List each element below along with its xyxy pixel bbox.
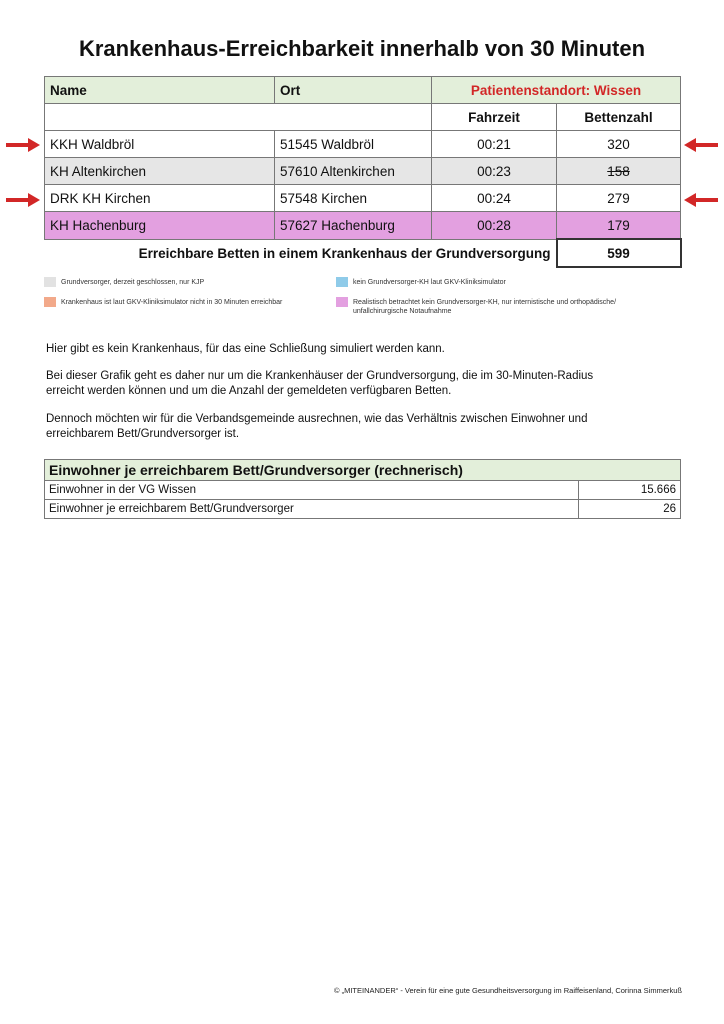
hospital-fahrzeit: 00:23	[432, 158, 557, 185]
hospital-name: KKH Waldbröl	[45, 131, 275, 158]
calc-label: Einwohner je erreichbarem Bett/Grundversorger	[45, 500, 579, 519]
arrow-right-icon	[6, 138, 40, 152]
legend-grey-text: Grundversorger, derzeit geschlossen, nur KJP	[61, 279, 205, 286]
page-title: Krankenhaus-Erreichbarkeit innerhalb von 30 Minuten	[78, 36, 646, 61]
table-row	[45, 158, 681, 185]
hospital-betten: 320	[557, 131, 681, 158]
hospital-name: KH Hachenburg	[45, 212, 275, 240]
paragraph	[46, 369, 686, 399]
hospital-fahrzeit: 00:24	[432, 185, 557, 212]
betten-struck-value: 158	[607, 163, 630, 179]
hospital-ort: 57548 Kirchen	[275, 185, 432, 212]
table-row	[45, 500, 681, 519]
table-subheader-row	[45, 104, 681, 131]
calc-label: Einwohner in der VG Wissen	[45, 481, 579, 500]
col-betten-header: Bettenzahl	[557, 104, 681, 131]
hospital-fahrzeit: 00:21	[432, 131, 557, 158]
paragraph: Hier gibt es kein Krankenhaus, für das eine Schließung simuliert werden kann.	[46, 343, 445, 355]
table-row	[45, 185, 681, 212]
sum-label: Erreichbare Betten in einem Krankenhaus der Grundversorgung	[138, 245, 551, 261]
legend-pink-line: Realistisch betrachtet kein Grundversorger-KH, nur internistische und orthopädische/	[353, 299, 617, 306]
calc-value: 26	[579, 500, 681, 519]
arrow-left-icon	[684, 138, 718, 152]
paragraph-line: Bei dieser Grafik geht es daher nur um die Krankenhäuser der Grundversorgung, die im 30-Minuten-Radius	[46, 370, 594, 382]
hospital-name: KH Altenkirchen	[45, 158, 275, 185]
hospital-table	[44, 76, 682, 268]
legend-pink-text	[353, 298, 616, 316]
col-fahrzeit-header: Fahrzeit	[432, 104, 557, 131]
legend-swatch-blue	[336, 277, 348, 287]
sum-value: 599	[557, 239, 681, 267]
hospital-betten: 279	[557, 185, 681, 212]
legend-swatch-grey	[44, 277, 56, 287]
calc-value: 15.666	[579, 481, 681, 500]
footer-copyright: © „MITEINANDER“ - Verein für eine gute Gesundheitsversorgung im Raiffeisenland, Corinna Simmerkuß	[333, 986, 682, 995]
table-row	[45, 481, 681, 500]
subheader-blank	[45, 104, 432, 131]
legend-blue-text: kein Grundversorger-KH laut GKV-Kliniksimulator	[353, 279, 506, 286]
hospital-fahrzeit: 00:28	[432, 212, 557, 240]
paragraph-line: erreichbarem Bett/Grundversorger ist.	[46, 428, 240, 440]
calc-header: Einwohner je erreichbarem Bett/Grundversorger (rechnerisch)	[45, 460, 681, 481]
col-name-header: Name	[45, 77, 275, 104]
paragraph	[46, 412, 686, 442]
hospital-ort: 57610 Altenkirchen	[275, 158, 432, 185]
hospital-ort: 51545 Waldbröl	[275, 131, 432, 158]
table-header-row	[45, 77, 681, 104]
legend-swatch-pink	[336, 297, 348, 307]
hospital-name: DRK KH Kirchen	[45, 185, 275, 212]
table-row	[45, 212, 681, 240]
table-row	[45, 131, 681, 158]
calc-table	[44, 459, 681, 519]
hospital-ort: 57627 Hachenburg	[275, 212, 432, 240]
legend-pink-line: unfallchirurgische Notaufnahme	[353, 308, 452, 315]
legend-orange-text: Krankenhaus ist laut GKV-Kliniksimulator nicht in 30 Minuten erreichbar	[61, 299, 283, 306]
legend-swatch-orange	[44, 297, 56, 307]
col-ort-header: Ort	[275, 77, 432, 104]
arrow-left-icon	[684, 193, 718, 207]
sum-row	[45, 239, 681, 267]
patient-location-header: Patientenstandort: Wissen	[432, 77, 681, 104]
hospital-betten	[557, 158, 681, 185]
paragraph-line: Dennoch möchten wir für die Verbandsgemeinde ausrechnen, wie das Verhältnis zwischen Einwohner und	[46, 413, 588, 425]
paragraph-line: erreicht werden können und um die Anzahl der gemeldeten verfügbaren Betten.	[46, 385, 452, 397]
calc-header-row	[45, 460, 681, 481]
arrow-right-icon	[6, 193, 40, 207]
hospital-betten: 179	[557, 212, 681, 240]
